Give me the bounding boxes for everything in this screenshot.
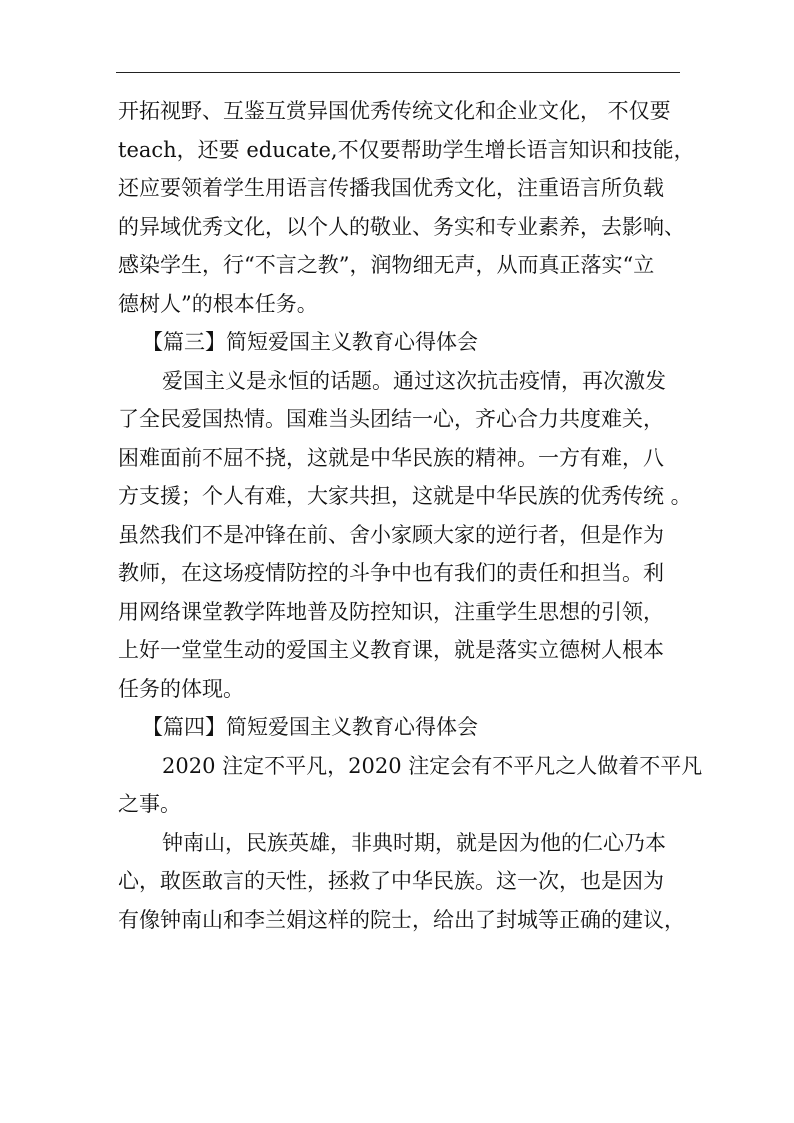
text-line: 还应要领着学生用语言传播我国优秀文化，注重语言所负载 bbox=[118, 176, 664, 200]
header-rule bbox=[116, 72, 680, 73]
text-line: 之事。 bbox=[118, 792, 181, 816]
text-line: 德树人”的根本任务。 bbox=[118, 291, 318, 316]
text-line: 钟南山，民族英雄，非典时期，就是因为他的仁心乃本 bbox=[162, 830, 666, 855]
section-heading-3: 【篇三】简短爱国主义教育心得体会 bbox=[142, 330, 478, 354]
text-line: 的异域优秀文化，以个人的敬业、务实和专业素养，去影响、 bbox=[118, 214, 685, 239]
text-line: 爱国主义是永恒的话题。通过这次抗击疫情，再次激发 bbox=[162, 368, 666, 393]
text-line: 困难面前不屈不挠，这就是中华民族的精神。一方有难，八 bbox=[118, 445, 664, 470]
section-heading-4: 【篇四】简短爱国主义教育心得体会 bbox=[142, 715, 478, 739]
text-line: 开拓视野、互鉴互赏异国优秀传统文化和企业文化， 不仅要 bbox=[118, 99, 671, 123]
text-line: 方支援；个人有难，大家共担，这就是中华民族的优秀传统 。 bbox=[118, 484, 692, 508]
text-line: 上好一堂堂生动的爱国主义教育课，就是落实立德树人根本 bbox=[118, 638, 664, 662]
text-line: 用网络课堂教学阵地普及防控知识，注重学生思想的引领， bbox=[118, 599, 664, 624]
text-line: 感染学生，行“不言之教”，润物细无声，从而真正落实“立 bbox=[118, 253, 655, 277]
text-line: 心，敢医敢言的天性，拯救了中华民族。这一次，也是因为 bbox=[118, 869, 664, 893]
document-body bbox=[118, 92, 703, 939]
text-line: 有像钟南山和李兰娟这样的院士，给出了封城等正确的建议， bbox=[118, 907, 685, 932]
text-line: 2020 注定不平凡，2020 注定会有不平凡之人做着不平凡 bbox=[162, 753, 703, 778]
text-line: 虽然我们不是冲锋在前、舍小家顾大家的逆行者，但是作为 bbox=[118, 522, 664, 547]
text-line: 了全民爱国热情。国难当头团结一心，齐心合力共度难关， bbox=[118, 407, 664, 431]
text-line: 教师，在这场疫情防控的斗争中也有我们的责任和担当。利 bbox=[118, 561, 664, 585]
text-line: teach，还要 educate,不仅要帮助学生增长语言知识和技能， bbox=[118, 137, 695, 162]
text-line: 任务的体现。 bbox=[118, 676, 244, 701]
